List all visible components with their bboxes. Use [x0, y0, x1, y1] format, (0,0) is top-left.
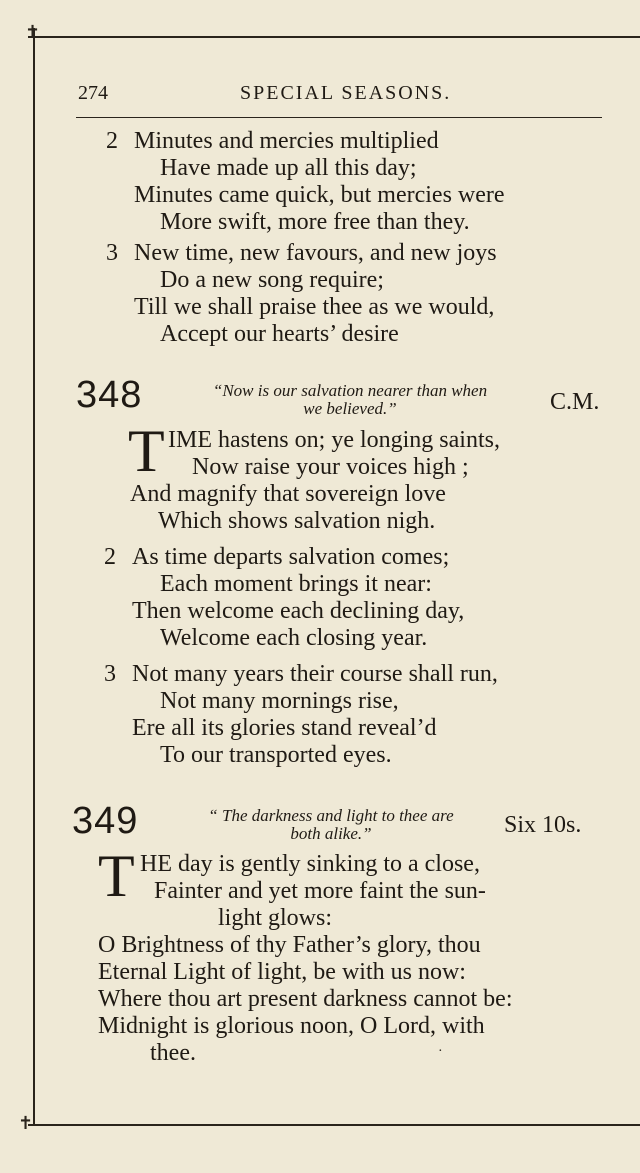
bottom-rule — [28, 1124, 640, 1126]
verse-line: Minutes came quick, but mercies were — [134, 182, 505, 208]
verse-line: Ere all its glories stand reveal’d — [132, 715, 437, 741]
verse-line: IME hastens on; ye longing saints, — [168, 427, 500, 453]
verse-line: Midnight is glorious noon, O Lord, with — [98, 1013, 485, 1039]
verse-line: To our transported eyes. — [160, 742, 392, 768]
header-rule — [76, 117, 602, 118]
page-number: 274 — [78, 82, 108, 104]
top-cross-mark: ✝ — [25, 22, 41, 43]
left-rule — [33, 28, 35, 1126]
hymn-epigraph-line: “Now is our salvation nearer than when — [212, 381, 488, 400]
hymn-epigraph-line: we believed.” — [303, 399, 397, 418]
verse-line: Minutes and mercies multiplied — [134, 128, 439, 154]
hymn-epigraph-line: “ The darkness and light to thee are — [208, 806, 454, 825]
verse-line: Which shows salvation nigh. — [158, 508, 436, 534]
page-header — [0, 82, 640, 112]
verse-line: Eternal Light of light, be with us now: — [98, 959, 466, 985]
hymn-epigraph-line: both alike.” — [290, 824, 372, 843]
verse-line: O Brightness of thy Father’s glory, thou — [98, 932, 481, 958]
verse-line: HE day is gently sinking to a close, — [140, 851, 480, 877]
bottom-cross-mark: ✝ — [18, 1113, 34, 1134]
verse-number: 2 — [104, 544, 116, 570]
verse-line: Till we shall praise thee as we would, — [134, 294, 495, 320]
top-rule — [28, 36, 640, 38]
verse-line: And magnify that sovereign love — [130, 481, 446, 507]
verse-line: Fainter and yet more faint the sun- — [154, 878, 486, 904]
verse-line: Each moment brings it near: — [160, 571, 432, 597]
verse-line: New time, new favours, and new joys — [134, 240, 497, 266]
verse-line: Do a new song require; — [160, 267, 384, 293]
drop-cap: T — [98, 843, 135, 909]
verse-number: 3 — [104, 661, 116, 687]
verse-line: Welcome each closing year. — [160, 625, 428, 651]
hymn-meter: Six 10s. — [504, 812, 582, 838]
verse-line: Not many mornings rise, — [160, 688, 399, 714]
verse-line: Now raise your voices high ; — [192, 454, 469, 480]
verse-line: Then welcome each declining day, — [132, 598, 465, 624]
verse-line: As time departs salvation comes; — [132, 544, 450, 570]
verse-line: thee. — [150, 1040, 196, 1066]
hymn-meter: C.M. — [550, 389, 600, 415]
verse-number: 3 — [106, 240, 118, 266]
hymn-number: 348 — [76, 374, 143, 416]
verse-line: Where thou art present darkness cannot be: — [98, 986, 513, 1012]
hymn-number: 349 — [72, 800, 139, 842]
verse-line: Not many years their course shall run, — [132, 661, 498, 687]
ink-speck: · — [438, 1044, 443, 1059]
drop-cap: T — [128, 418, 165, 484]
verse-line: Have made up all this day; — [160, 155, 417, 181]
running-head: SPECIAL SEASONS. — [240, 82, 452, 104]
verse-line: More swift, more free than they. — [160, 209, 470, 235]
verse-line: Accept our hearts’ desire — [160, 321, 399, 347]
verse-number: 2 — [106, 128, 118, 154]
verse-line: light glows: — [218, 905, 333, 931]
